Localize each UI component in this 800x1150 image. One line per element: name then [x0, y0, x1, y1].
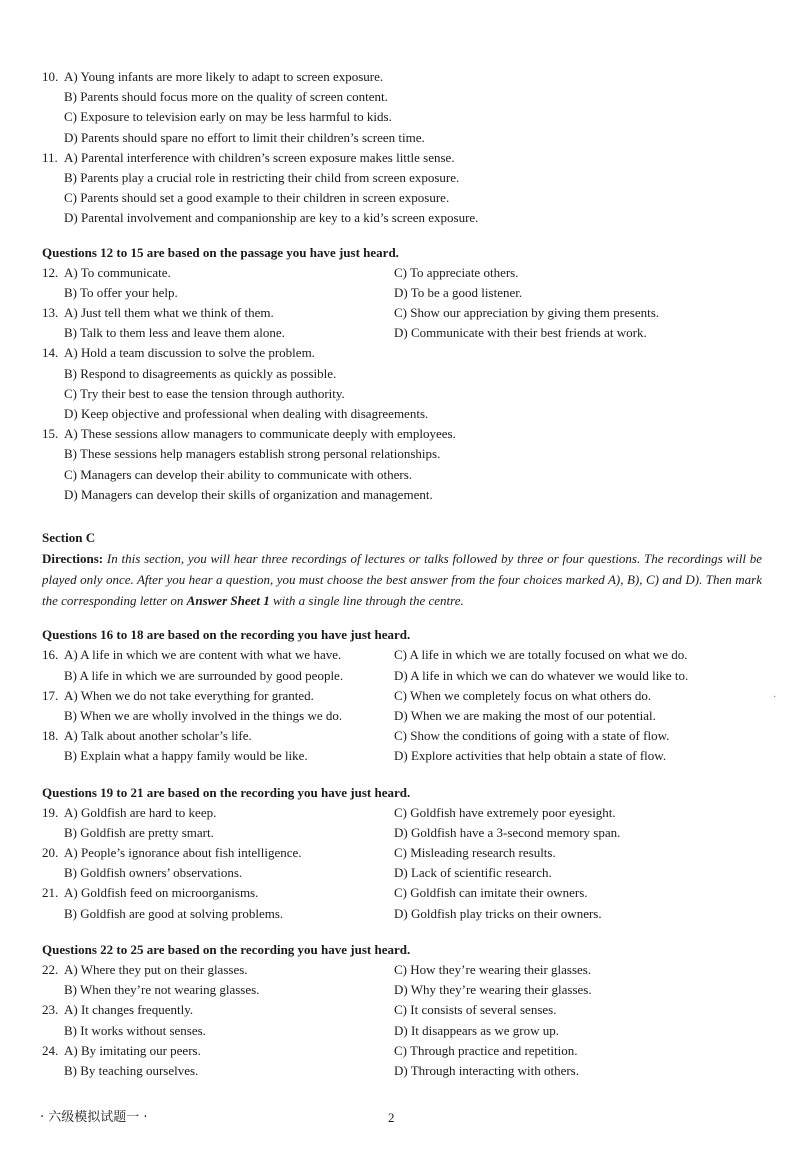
- option-c: C) Managers can develop their ability to communicate with others.: [64, 466, 413, 482]
- question-number: 19.: [42, 804, 59, 820]
- question-23-line-1: [42, 1000, 762, 1020]
- option-c: C) Goldfish can imitate their owners.: [394, 885, 588, 901]
- group-16-18-heading: Questions 16 to 18 are based on the recording you have just heard.: [42, 627, 411, 643]
- option-b: B) Goldfish are pretty smart.: [64, 824, 214, 840]
- question-24-line-1: [42, 1041, 762, 1061]
- option-b: B) When we are wholly involved in the things we do.: [64, 707, 343, 723]
- option-a: A) Goldfish are hard to keep.: [64, 804, 217, 820]
- option-c: C) Exposure to television early on may be less harmful to kids.: [64, 109, 392, 125]
- question-14-line-c: [42, 384, 762, 404]
- question-14-line-d: [42, 404, 762, 424]
- option-a: A) It changes frequently.: [64, 1002, 194, 1018]
- option-a: A) Just tell them what we think of them.: [64, 305, 274, 321]
- option-b: B) It works without senses.: [64, 1022, 206, 1038]
- directions-label: Directions:: [42, 551, 104, 567]
- option-d: D) Managers can develop their skills of organization and management.: [64, 486, 433, 502]
- question-12-line-1: [42, 263, 762, 283]
- question-number: 20.: [42, 845, 59, 861]
- option-b: B) A life in which we are surrounded by good people.: [64, 667, 344, 683]
- question-17-line-1: [42, 686, 762, 706]
- spacer: [42, 229, 762, 243]
- footer-exam-title: · 六级模拟试题一 ·: [40, 1110, 148, 1125]
- question-14-line-a: [42, 343, 762, 363]
- question-number: 11.: [42, 149, 58, 165]
- option-d: D) Goldfish play tricks on their owners.: [394, 905, 602, 921]
- section-c-block: [42, 528, 762, 1081]
- option-b: B) Respond to disagreements as quickly as possible.: [64, 365, 337, 381]
- question-12-line-2: [42, 283, 762, 303]
- question-16-line-2: [42, 666, 762, 686]
- question-10-line-c: [42, 107, 762, 127]
- directions-text-1: In this section, you will hear three recordings of lectures or talks followed by three or four questions. The recordings will be played only once. After you hear a question, you must choose the best answer from the four choices marked A), B), C) and D). Then mark the corresponding letter on: [42, 551, 762, 609]
- option-a: A) To communicate.: [64, 264, 171, 280]
- question-11-line-a: [42, 148, 762, 168]
- question-10-line-b: [42, 87, 762, 107]
- question-10-line-d: [42, 128, 762, 148]
- question-20-line-1: [42, 843, 762, 863]
- option-d: D) When we are making the most of our potential.: [394, 707, 656, 723]
- section-title: Section C: [42, 530, 96, 545]
- option-a: A) Goldfish feed on microorganisms.: [64, 885, 259, 901]
- option-d: D) To be a good listener.: [394, 284, 523, 300]
- option-d: D) It disappears as we grow up.: [394, 1022, 559, 1038]
- question-number: 22.: [42, 962, 59, 978]
- question-24-line-2: [42, 1061, 762, 1081]
- option-c: C) A life in which we are totally focused on what we do.: [394, 647, 688, 663]
- passage-heading: Questions 12 to 15 are based on the passage you have just heard.: [42, 244, 399, 260]
- question-11-line-c: [42, 188, 762, 208]
- spacer: [42, 924, 762, 940]
- option-b: B) These sessions help managers establish strong personal relationships.: [64, 446, 441, 462]
- question-number: 15.: [42, 426, 59, 442]
- option-a: A) A life in which we are content with what we have.: [64, 647, 342, 663]
- question-11-line-d: [42, 208, 762, 228]
- option-d: D) Goldfish have a 3-second memory span.: [394, 824, 621, 840]
- option-a: A) When we do not take everything for granted.: [64, 687, 314, 703]
- question-18-line-1: [42, 726, 762, 746]
- question-number: 18.: [42, 728, 59, 744]
- option-b: B) When they’re not wearing glasses.: [64, 982, 260, 998]
- answer-sheet-label: Answer Sheet 1: [186, 593, 270, 609]
- question-18-line-2: [42, 746, 762, 766]
- option-c: C) Show our appreciation by giving them presents.: [394, 305, 660, 321]
- question-number: 21.: [42, 885, 59, 901]
- directions-text-2: with a single line through the centre.: [269, 593, 464, 609]
- option-a: A) Young infants are more likely to adapt to screen exposure.: [64, 69, 384, 84]
- option-c: C) To appreciate others.: [394, 264, 519, 280]
- option-c: C) Misleading research results.: [394, 845, 556, 861]
- option-d: D) Communicate with their best friends at work.: [394, 325, 647, 341]
- group-22-25-heading: Questions 22 to 25 are based on the recording you have just heard.: [42, 941, 411, 957]
- option-b: B) Parents should focus more on the quality of screen content.: [64, 89, 388, 105]
- question-19-line-2: [42, 823, 762, 843]
- question-23-line-2: [42, 1021, 762, 1041]
- option-d: D) Parental involvement and companionship are key to a kid’s screen exposure.: [64, 210, 479, 226]
- option-b: B) Explain what a happy family would be like.: [64, 748, 308, 764]
- option-a: A) By imitating our peers.: [64, 1042, 201, 1058]
- option-a: A) Talk about another scholar’s life.: [64, 728, 252, 744]
- question-15-line-a: [42, 424, 762, 444]
- option-c: C) When we completely focus on what others do.: [394, 687, 652, 703]
- option-a: A) Parental interference with children’s screen exposure makes little sense.: [64, 149, 455, 165]
- directions-paragraph: [42, 548, 762, 611]
- option-c: C) Show the conditions of going with a state of flow.: [394, 728, 670, 744]
- question-14-line-b: [42, 364, 762, 384]
- option-b: B) Talk to them less and leave them alone.: [64, 325, 285, 341]
- question-number: 12.: [42, 264, 59, 280]
- question-number: 23.: [42, 1002, 59, 1018]
- option-b: B) Parents play a crucial role in restricting their child from screen exposure.: [64, 169, 460, 185]
- question-21-line-1: [42, 883, 762, 903]
- question-number: 16.: [42, 647, 59, 663]
- question-22-line-1: [42, 960, 762, 980]
- option-d: D) Parents should spare no effort to limit their children’s screen time.: [64, 129, 425, 145]
- option-d: D) Explore activities that help obtain a state of flow.: [394, 748, 667, 764]
- group-19-21-heading: Questions 19 to 21 are based on the recording you have just heard.: [42, 784, 411, 800]
- question-21-line-2: [42, 904, 762, 924]
- option-c: C) Goldfish have extremely poor eyesight.: [394, 804, 616, 820]
- option-a: A) People’s ignorance about fish intelligence.: [64, 845, 302, 861]
- questions-10-15-block: [42, 67, 762, 505]
- option-d: D) Through interacting with others.: [394, 1062, 579, 1078]
- question-number: 13.: [42, 305, 59, 321]
- option-c: C) Through practice and repetition.: [394, 1042, 578, 1058]
- page-number: 2: [388, 1110, 395, 1125]
- question-11-line-b: [42, 168, 762, 188]
- question-17-line-2: [42, 706, 762, 726]
- question-22-line-2: [42, 980, 762, 1000]
- question-13-line-1: [42, 303, 762, 323]
- option-d: D) Lack of scientific research.: [394, 865, 552, 881]
- question-number: 14.: [42, 345, 59, 361]
- option-a: A) These sessions allow managers to communicate deeply with employees.: [64, 426, 456, 442]
- option-b: B) By teaching ourselves.: [64, 1062, 199, 1078]
- question-20-line-2: [42, 863, 762, 883]
- question-15-line-b: [42, 444, 762, 464]
- option-c: C) How they’re wearing their glasses.: [394, 962, 592, 978]
- option-b: B) To offer your help.: [64, 284, 178, 300]
- option-a: A) Hold a team discussion to solve the problem.: [64, 345, 315, 361]
- question-number: 10.: [42, 69, 59, 84]
- page-footer: [40, 1108, 760, 1128]
- question-number: 17.: [42, 687, 59, 703]
- option-a: A) Where they put on their glasses.: [64, 962, 248, 978]
- question-13-line-2: [42, 323, 762, 343]
- option-d: D) A life in which we can do whatever we would like to.: [394, 667, 689, 683]
- option-b: B) Goldfish owners’ observations.: [64, 865, 243, 881]
- option-c: C) It consists of several senses.: [394, 1002, 557, 1018]
- option-b: B) Goldfish are good at solving problems.: [64, 905, 284, 921]
- question-10-line-a: [42, 67, 762, 87]
- option-c: C) Parents should set a good example to their children in screen exposure.: [64, 190, 450, 206]
- question-19-line-1: [42, 803, 762, 823]
- question-15-line-c: [42, 465, 762, 485]
- question-number: 24.: [42, 1042, 59, 1058]
- scan-speck: ·: [773, 692, 777, 703]
- spacer: [42, 767, 762, 783]
- option-c: C) Try their best to ease the tension through authority.: [64, 385, 345, 401]
- question-15-line-d: [42, 485, 762, 505]
- option-d: D) Keep objective and professional when dealing with disagreements.: [64, 406, 429, 421]
- option-d: D) Why they’re wearing their glasses.: [394, 982, 592, 998]
- question-16-line-1: [42, 645, 762, 665]
